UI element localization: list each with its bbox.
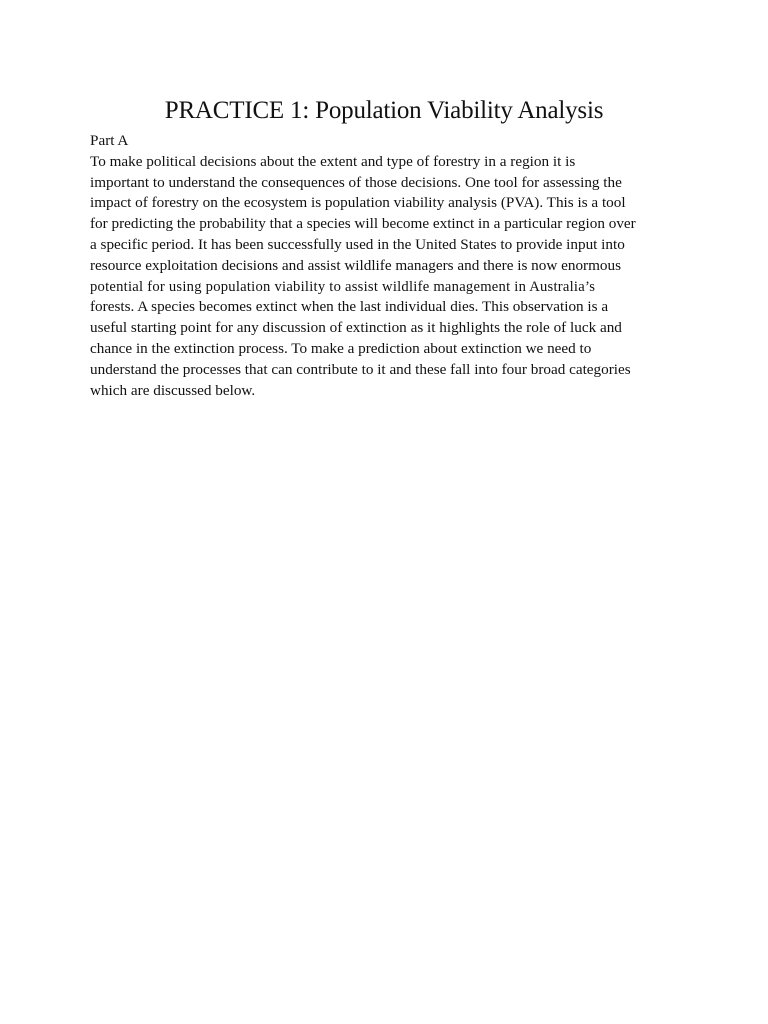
paragraph-line: forests. A species becomes extinct when the last individual dies. This observation is a [90,298,609,316]
paragraph-line: which are discussed below. [90,381,256,399]
paragraph-line: useful starting point for any discussion of extinction as it highlights the role of luck and [90,319,622,337]
paragraph-line: a specific period. It has been successfully used in the United States to provide input into [90,235,625,253]
paragraph-line: for predicting the probability that a species will become extinct in a particular region over [90,215,636,233]
body-text [90,131,690,401]
paragraph-line: impact of forestry on the ecosystem is population viability analysis (PVA). This is a tool [90,194,626,212]
paragraph-line: important to understand the consequences of those decisions. One tool for assessing the [90,173,622,191]
page-title: PRACTICE 1: Population Viability Analysis [164,97,604,124]
paragraph-line: understand the processes that can contribute to it and these fall into four broad categories [90,360,631,378]
paragraph-line: To make political decisions about the extent and type of forestry in a region it is [90,152,576,170]
paragraph-line: resource exploitation decisions and assist wildlife managers and there is now enormous [90,256,622,274]
paragraph-line: chance in the extinction process. To make a prediction about extinction we need to [90,339,592,357]
paragraph-line: potential for using population viability to assist wildlife management in Australia’s [90,278,596,295]
section-label: Part A [90,132,129,149]
